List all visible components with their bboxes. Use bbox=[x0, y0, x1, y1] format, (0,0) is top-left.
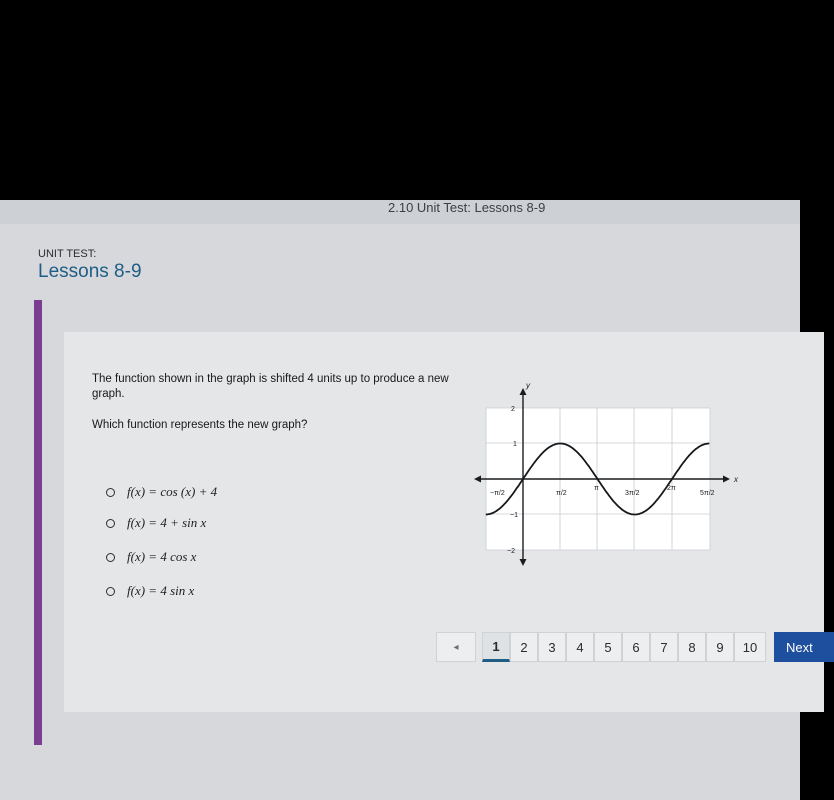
x-axis-left-arrow bbox=[474, 476, 481, 483]
x-tick-label: −π/2 bbox=[490, 490, 505, 497]
sine-graph bbox=[472, 378, 742, 578]
x-axis-label: x bbox=[734, 475, 738, 484]
top-bar bbox=[0, 200, 800, 224]
window-title: 2.10 Unit Test: Lessons 8-9 bbox=[388, 200, 546, 215]
radio-button[interactable] bbox=[106, 587, 115, 596]
page-button-8[interactable]: 8 bbox=[678, 632, 706, 662]
page-button-5[interactable]: 5 bbox=[594, 632, 622, 662]
previous-page-button[interactable]: ◂ bbox=[436, 632, 476, 662]
answer-option-c[interactable] bbox=[106, 548, 196, 566]
page-button-1[interactable]: 1 bbox=[482, 632, 510, 662]
question-pagination bbox=[436, 632, 834, 662]
page-button-6[interactable]: 6 bbox=[622, 632, 650, 662]
option-label: f(x) = 4 sin x bbox=[127, 583, 195, 598]
radio-button[interactable] bbox=[106, 488, 115, 497]
x-tick-label: π bbox=[594, 485, 599, 492]
page-button-4[interactable]: 4 bbox=[566, 632, 594, 662]
option-label: f(x) = 4 cos x bbox=[127, 549, 197, 564]
option-label: f(x) = 4 + sin x bbox=[127, 515, 207, 530]
y-tick-label: −2 bbox=[507, 548, 515, 555]
question-ask: Which function represents the new graph? bbox=[92, 419, 308, 431]
page-button-9[interactable]: 9 bbox=[706, 632, 734, 662]
lesson-title: Lessons 8-9 bbox=[38, 261, 142, 282]
x-axis-right-arrow bbox=[723, 476, 730, 483]
answer-option-b[interactable] bbox=[106, 514, 206, 532]
page-button-3[interactable]: 3 bbox=[538, 632, 566, 662]
page-button-10[interactable]: 10 bbox=[734, 632, 766, 662]
radio-button[interactable] bbox=[106, 553, 115, 562]
unit-label: UNIT TEST: bbox=[38, 248, 97, 260]
x-tick-label: π/2 bbox=[556, 490, 567, 497]
accent-bar bbox=[34, 300, 42, 745]
page-button-7[interactable]: 7 bbox=[650, 632, 678, 662]
page-button-2[interactable]: 2 bbox=[510, 632, 538, 662]
x-tick-label: 5π/2 bbox=[700, 490, 715, 497]
y-tick-label: 1 bbox=[513, 441, 517, 448]
radio-button[interactable] bbox=[106, 519, 115, 528]
x-tick-label: 2π bbox=[667, 485, 676, 492]
y-axis-down-arrow bbox=[520, 559, 527, 566]
screen bbox=[0, 200, 813, 800]
y-tick-label: −1 bbox=[510, 512, 518, 519]
y-axis-label: y bbox=[526, 381, 530, 390]
y-tick-label: 2 bbox=[511, 406, 515, 413]
question-prompt: The function shown in the graph is shifted 4 units up to produce a new graph. bbox=[92, 373, 449, 400]
option-label: f(x) = cos (x) + 4 bbox=[127, 484, 218, 499]
x-tick-label: 3π/2 bbox=[625, 490, 640, 497]
next-button[interactable]: Next bbox=[774, 632, 834, 662]
answer-option-d[interactable] bbox=[106, 582, 194, 600]
answer-option-a[interactable] bbox=[106, 483, 217, 501]
